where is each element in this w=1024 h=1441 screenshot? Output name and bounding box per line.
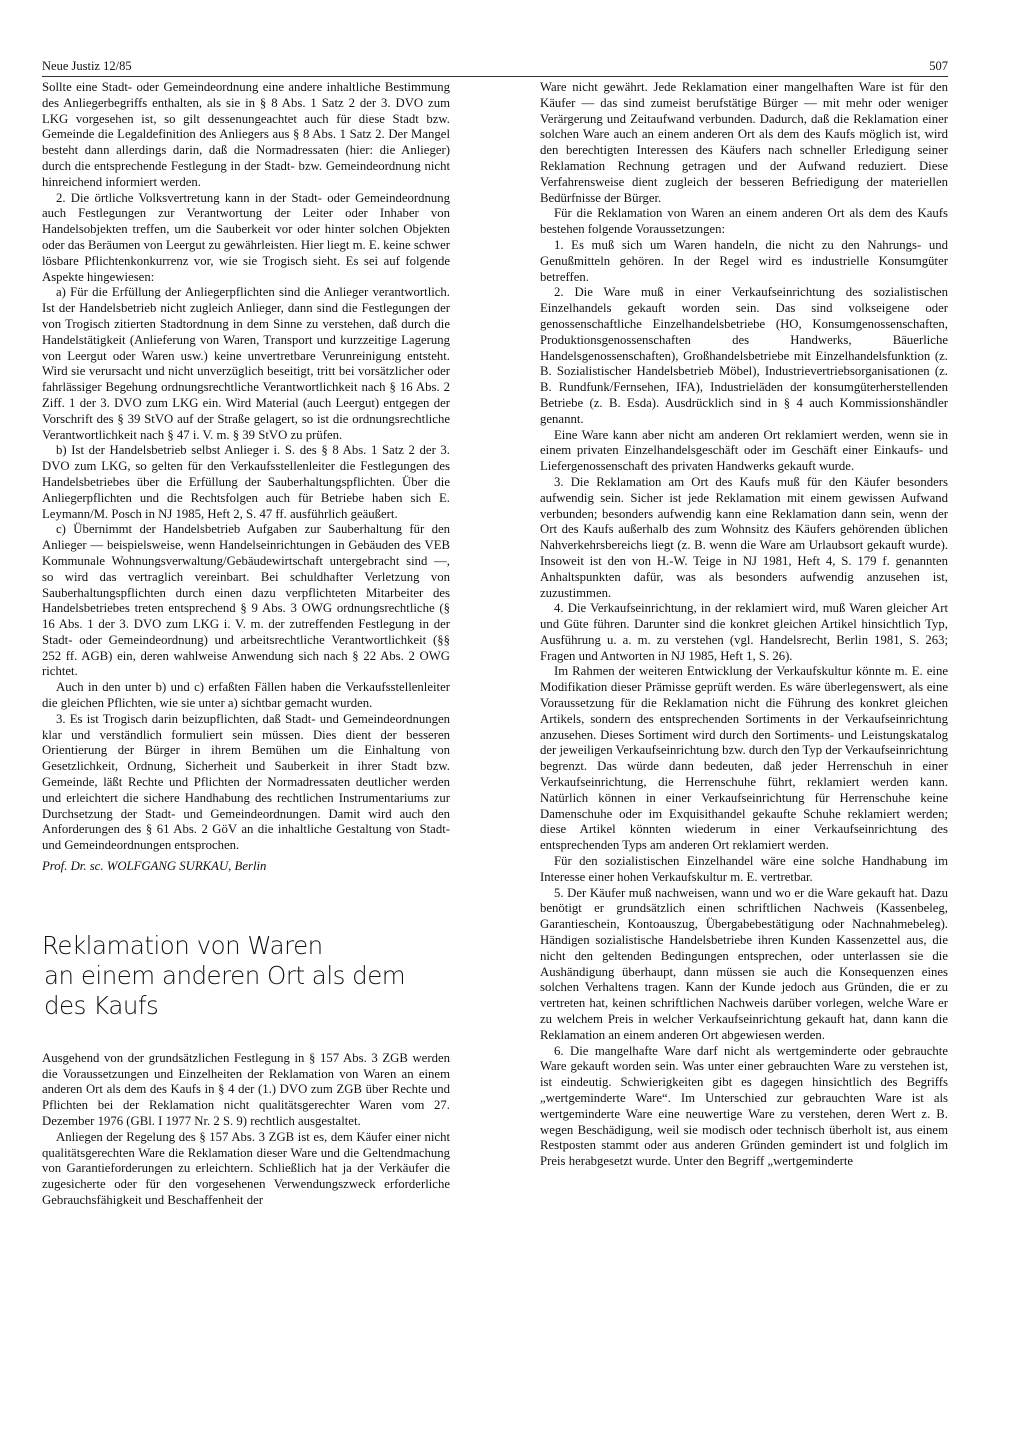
paragraph: Im Rahmen der weiteren Entwicklung der Verkaufskultur könnte m. E. eine Modifikation dieser Prämisse geprüft werden. Es wäre überlegenswert, als eine Voraussetzung für die Reklamation nicht die Führung des konkret gleichen Artikels, sondern des entsprechenden Sortiments in der Verkaufseinrichtung anzusehen. Dieses Sortiment wird durch den Sortiments- und Leistungskatalog der jeweiligen Verkaufseinrichtung bzw. durch den Typ der Verkaufseinrichtung begrenzt. Das würde dann bedeuten, daß jeder Herrenschuh in einer Verkaufseinrichtung, die Herrenschuhe führt, reklamiert werden kann. Natürlich können in einer Verkaufseinrichtung für Herrenschuhe keine Damenschuhe oder im Exquisithandel gekaufte Schuhe reklamiert werden; diese Artikel könnten wiederum in einer Verkaufseinrichtung des entsprechenden Typs am anderen Ort reklamiert werden.: [540, 664, 948, 853]
paragraph: Auch in den unter b) und c) erfaßten Fällen haben die Verkaufsstellenleiter die gleichen Pflichten, wie sie unter a) sichtbar gemacht wurden.: [42, 680, 450, 711]
right-column: [540, 80, 948, 1170]
paragraph: 3. Die Reklamation am Ort des Kaufs muß für den Käufer besonders aufwendig sein. Sicher ist jede Reklamation mit einem gewissen Aufwand verbunden; besonders aufwendig kann eine Reklamation dann sein, wenn der Ort des Kaufs außerhalb des zum Wohnsitz des Käufers gehörenden üblichen Nahverkehrsbereichs liegt (z. B. wenn die Ware am Urlaubsort gekauft wurde). Insoweit ist den von H.-W. Teige in NJ 1981, Heft 4, S. 179 f. genannten Anhaltspunkten dafür, was als besonders aufwendig anzusehen ist, zuzustimmen.: [540, 474, 948, 600]
paragraph: 1. Es muß sich um Waren handeln, die nicht zu den Nahrungs- und Genußmitteln gehören. In der Regel wird es industrielle Konsumgüter betreffen.: [540, 237, 948, 284]
article-title-line-2: an einem anderen Ort als dem des Kaufs: [44, 960, 406, 1020]
paragraph: c) Übernimmt der Handelsbetrieb Aufgaben zur Sauberhaltung für den Anlieger — beispielsweise, wenn Handelseinrichtungen in Gebäuden des VEB Kommunale Wohnungsverwaltung/Gebäudewirtschaft untergebracht sind —, so wird das vertraglich vereinbart. Bei schuldhafter Verletzung von Sauberhaltungspflichten durch einen dazu verpflichteten Mitarbeiter des Handelsbetriebes treten entsprechend § 9 Abs. 3 OWG ordnungsrechtliche (§ 16 Abs. 1 der 3. DVO zum LKG i. V. m. der zutreffenden Festlegung in der Stadt- oder Gemeindeordnung) und arbeitsrechtliche Verantwortlichkeit (§§ 252 ff. AGB) ein, deren wahlweise Anwendung sich nach § 22 Abs. 2 OWG richtet.: [42, 522, 450, 679]
paragraph: Ausgehend von der grundsätzlichen Festlegung in § 157 Abs. 3 ZGB werden die Voraussetzungen und Einzelheiten der Reklamation von Waren an einem anderen Ort als dem des Kaufs in § 4 der (1.) DVO zum ZGB über Rechte und Pflichten bei der Reklamation nicht qualitätsgerechter Waren vom 27. Dezember 1976 (GBl. I 1977 Nr. 2 S. 9) rechtlich ausgestaltet.: [42, 1050, 450, 1129]
author-signature: Prof. Dr. sc. WOLFGANG SURKAU, Berlin: [42, 859, 267, 874]
left-column: [42, 80, 450, 1209]
paragraph: 6. Die mangelhafte Ware darf nicht als wertgeminderte oder gebrauchte Ware gekauft worden sein. Was unter einer gebrauchten Ware zu verstehen ist, ist eindeutig. Schwierigkeiten gibt es dagegen hinsichtlich des Begriffs „wertgeminderte Ware“. Im Unterschied zur gebrauchten Ware ist als wertgeminderte Ware eine neuwertige Ware zu verstehen, deren Wert z. B. wegen Beschädigung, weil sie modisch oder technisch überholt ist, aus einem Restposten stammt oder aus anderen Gründen gemindert ist und folglich im Preis herabgesetzt wurde. Unter den Begriff „wertgeminderte: [540, 1043, 948, 1169]
paragraph: 3. Es ist Trogisch darin beizupflichten, daß Stadt- und Gemeindeordnungen klar und verständlich formuliert sein müssen. Dies dient der besseren Orientierung der Bürger in ihrem Bemühen um die Einhaltung von Gesetzlichkeit, Ordnung, Sicherheit und Sauberkeit in ihrer Stadt bzw. Gemeinde, läßt Rechte und Pflichten der Normadressaten deutlicher werden und erleichtert die sichere Handhabung des rechtlichen Instrumentariums zur Durchsetzung der Stadt- und Gemeindeordnungen. Damit wird auch den Anforderungen des § 61 Abs. 2 GöV an die inhaltliche Gestaltung von Stadt- und Gemeindeordnungen entsprochen.: [42, 711, 450, 853]
page-number: 507: [929, 59, 948, 73]
paragraph: Sollte eine Stadt- oder Gemeindeordnung eine andere inhaltliche Bestimmung des Anliegerbegriffs enthalten, als sie in § 8 Abs. 1 Satz 2 der 3. DVO zum LKG vorgesehen ist, so gilt dessenungeachtet auch für diese Stadt bzw. Gemeinde die Legaldefinition des Anliegers aus § 8 Abs. 1 Satz 2. Der Mangel besteht dann allerdings darin, daß die Normadressaten (hier: die Anlieger) durch die entsprechende Festlegung in der Stadt- bzw. Gemeindeordnung nicht hinreichend informiert werden.: [42, 80, 450, 189]
paragraph: a) Für die Erfüllung der Anliegerpflichten sind die Anlieger verantwortlich. Ist der Handelsbetrieb nicht zugleich Anlieger, dann sind die Festlegungen der von Trogisch zitierten Stadtordnung in dem Sinne zu verstehen, daß durch die Handelstätigkeit (Anlieferung von Waren, Transport und kurzzeitige Lagerung von Leergut oder Waren usw.) keine unvertretbare Verunreinigung entsteht. Wird sie verursacht und nicht unverzüglich beseitigt, tritt bei vorsätzlicher oder fahrlässiger Begehung ordnungsrechtliche Verantwortlichkeit nach § 16 Abs. 2 Ziff. 1 der 3. DVO zum LKG ein. Wird Material (auch Leergut) entgegen der Vorschrift des § 39 StVO auf der Straße gelagert, so ist die ordnungsrechtliche Verantwortlichkeit nach § 47 i. V. m. § 39 StVO zu prüfen.: [42, 285, 450, 442]
paragraph: Für die Reklamation von Waren an einem anderen Ort als dem des Kaufs bestehen folgende Voraussetzungen:: [540, 206, 948, 237]
paragraph: Für den sozialistischen Einzelhandel wäre eine solche Handhabung im Interesse einer hohen Verkaufskultur m. E. vertretbar.: [540, 854, 948, 884]
article-title: [42, 931, 450, 1021]
paragraph: b) Ist der Handelsbetrieb selbst Anlieger i. S. des § 8 Abs. 1 Satz 2 der 3. DVO zum LKG, so gelten für den Verkaufsstellenleiter die Festlegungen des Handelsbetriebes über die Erfüllung der Sauberhaltungspflichten. Über die Anliegerpflichten und die Rechtsfolgen auch für Betriebe haben sich E. Leymann/M. Posch in NJ 1985, Heft 2, S. 47 ff. ausführlich geäußert.: [42, 443, 450, 521]
paragraph: Anliegen der Regelung des § 157 Abs. 3 ZGB ist es, dem Käufer einer nicht qualitätsgerechten Ware die Reklamation dieser Ware und die Geltendmachung von Garantieforderungen zu erleichtern. Schließlich hat ja der Verkäufer die zugesicherte oder für den vorgesehenen Verwendungszweck erforderliche Gebrauchsfähigkeit und Beschaffenheit der: [42, 1129, 450, 1208]
journal-title: Neue Justiz 12/85: [42, 59, 132, 73]
running-head: [42, 58, 948, 74]
article-title-line-1: Reklamation von Waren: [42, 930, 323, 960]
paragraph: Ware nicht gewährt. Jede Reklamation einer mangelhaften Ware ist für den Käufer — das sind zumeist berufstätige Bürger — mit mehr oder weniger Verärgerung und Zeitaufwand verbunden. Dadurch, daß die Reklamation einer solchen Ware auch an einem anderen Ort als dem des Kaufs möglich ist, wird den berechtigten Interessen des Käufers nach schneller Erledigung seiner Reklamation Rechnung getragen und der Aufwand reduziert. Diese Verfahrensweise dient zugleich der besseren Befriedigung der materiellen Bedürfnisse der Bürger.: [540, 80, 948, 205]
paragraph: 2. Die Ware muß in einer Verkaufseinrichtung des sozialistischen Einzelhandels gekauft worden sein. Das sind volkseigene oder genossenschaftliche Einzelhandelsbetriebe (HO, Konsumgenossenschaften, Produktionsgenossenschaften des Handwerks, Bäuerliche Handelsgenossenschaften), Großhandelsbetriebe mit Einzelhandelsfunktion (z. B. Sozialistischer Handelsbetrieb Möbel), Industrievertriebsorganisationen (z. B. Rundfunk/Fernsehen, IFA), Industrieläden der konsumgüterherstellenden Betriebe (z. B. Esda). Ausdrücklich sind in § 4 auch Kommissionshändler genannt.: [540, 285, 948, 426]
paragraph: 5. Der Käufer muß nachweisen, wann und wo er die Ware gekauft hat. Dazu benötigt er grundsätzlich einen schriftlichen Nachweis (Kassenbeleg, Garantieschein, Kontoauszug, Übergabebestätigung oder Nachnahmebeleg). Händigen sozialistische Handelsbetriebe ihren Kunden Kassenzettel aus, die nicht den geltenden Bedingungen entsprechen, oder unterlassen sie die Aushändigung überhaupt, dann müssen sie auch die Konsequenzen eines solchen Verhaltens tragen. Kann der Kunde jedoch aus Gründen, die er zu vertreten hat, keinen schriftlichen Nachweis darüber vorlegen, welche Ware er zu welchem Preis in welcher Verkaufseinrichtung gekauft hat, dann kann die Reklamation an einem anderen Ort abgewiesen werden.: [540, 885, 948, 1042]
paragraph: 2. Die örtliche Volksvertretung kann in der Stadt- oder Gemeindeordnung auch Festlegungen zur Verantwortung der Leiter oder Inhaber von Handelsobjekten treffen, um die Sauberkeit vor oder hinter solchen Objekten oder das Beräumen von Leergut zu gewährleisten. Hier liegt m. E. keine schwer lösbare Pflichtenkonkurrenz vor, wie sie Trogisch sieht. Es sei auf folgende Aspekte hingewiesen:: [42, 190, 450, 284]
paragraph: Eine Ware kann aber nicht am anderen Ort reklamiert werden, wenn sie in einem privaten Einzelhandelsgeschäft oder im Geschäft einer Einkaufs- und Liefergenossenschaft des privaten Handwerks gekauft wurde.: [540, 427, 948, 474]
paragraph: 4. Die Verkaufseinrichtung, in der reklamiert wird, muß Waren gleicher Art und Güte führen. Darunter sind die konkret gleichen Artikel hinsichtlich Typ, Ausführung u. a. m. zu verstehen (vgl. Handelsrecht, Berlin 1981, S. 263; Fragen und Antworten in NJ 1985, Heft 1, S. 26).: [540, 601, 948, 663]
header-rule: [42, 76, 948, 77]
